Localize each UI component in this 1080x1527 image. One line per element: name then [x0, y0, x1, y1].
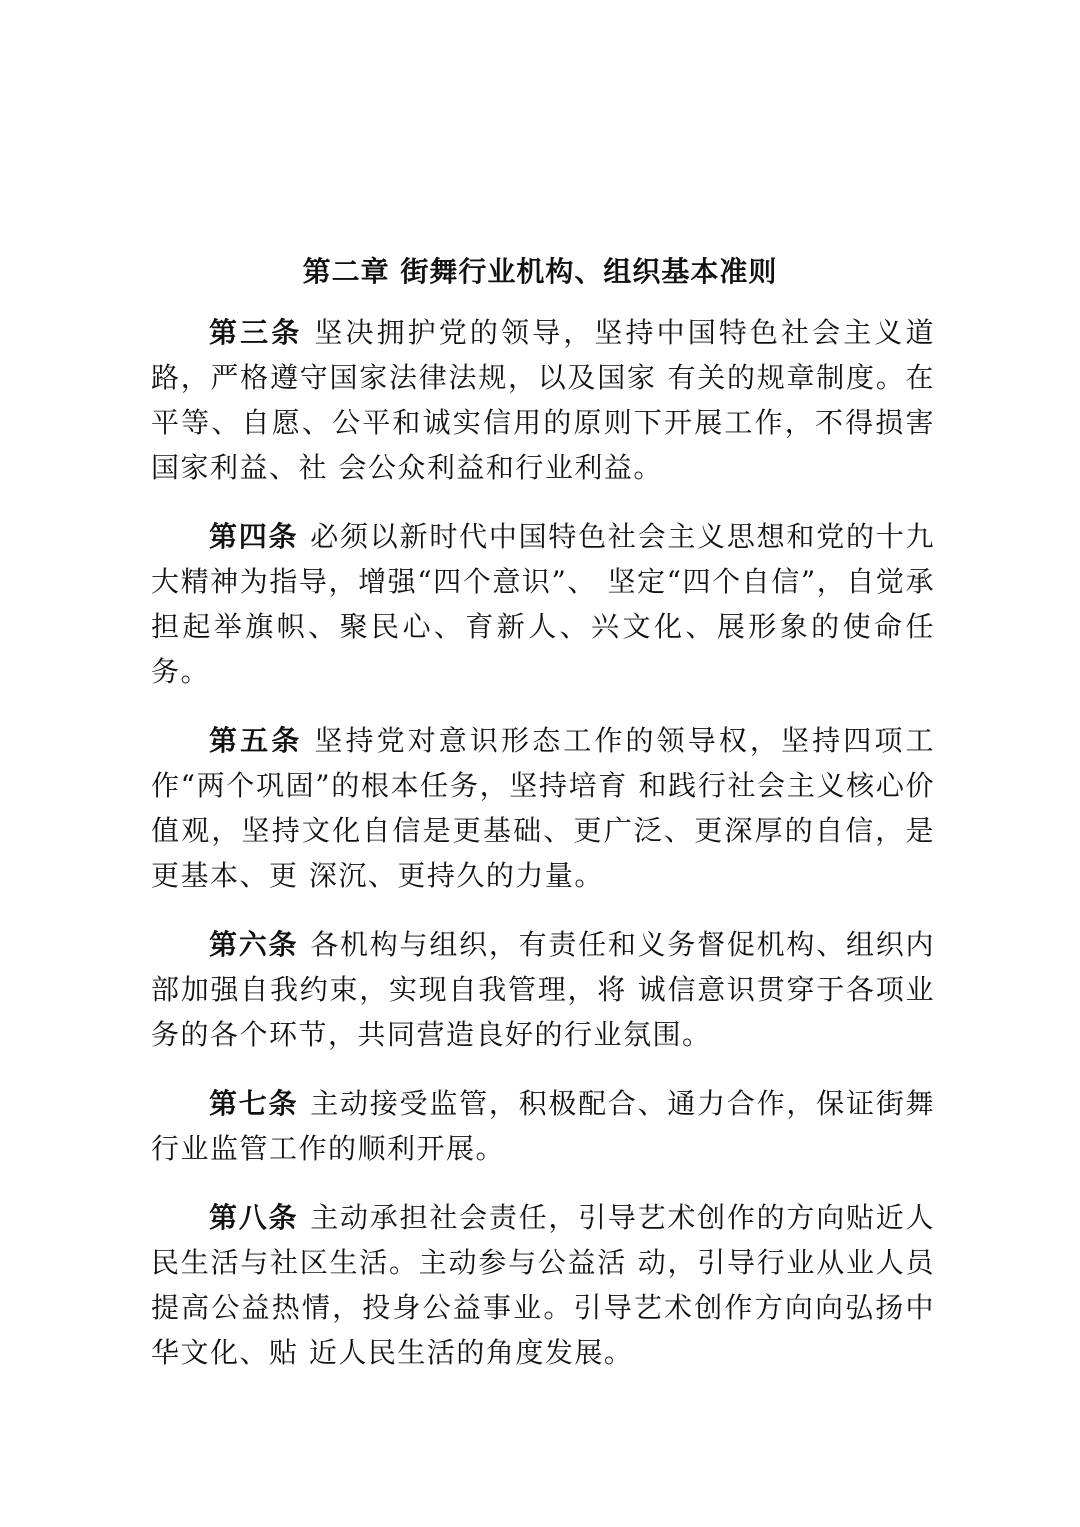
article-label: 第四条 [209, 520, 299, 553]
article-text: 主动承担社会责任，引导艺术创作的方向贴近人民生活与社区生活。主动参与公益活 动，引导行业从业人员提高公益热情，投身公益事业。引导艺术创作方向向弘扬中华文化、贴 近人民生活的角度发展。 [151, 1201, 935, 1369]
article-8 [151, 1195, 935, 1375]
article-6 [151, 922, 935, 1057]
article-7 [151, 1081, 935, 1171]
article-list [151, 310, 935, 1399]
article-3 [151, 310, 935, 490]
article-text: 各机构与组织，有责任和义务督促机构、组织内部加强自我约束，实现自我管理，将 诚信意识贯穿于各项业务的各个环节，共同营造良好的行业氛围。 [151, 928, 935, 1051]
article-4 [151, 514, 935, 694]
article-label: 第七条 [209, 1087, 299, 1120]
chapter-title: 第二章 街舞行业机构、组织基本准则 [302, 255, 778, 288]
article-label: 第六条 [209, 928, 299, 961]
article-label: 第八条 [209, 1201, 299, 1234]
article-text: 主动接受监管，积极配合、通力合作，保证街舞行业监管工作的顺利开展。 [151, 1087, 935, 1165]
article-5 [151, 718, 935, 898]
article-label: 第五条 [209, 724, 303, 757]
article-text: 必须以新时代中国特色社会主义思想和党的十九大精神为指导，增强“四个意识”、 坚定“四个自信”，自觉承担起举旗帜、聚民心、育新人、兴文化、展形象的使命任务。 [151, 520, 935, 688]
article-text: 坚决拥护党的领导，坚持中国特色社会主义道路，严格遵守国家法律法规，以及国家 有关的规章制度。在平等、自愿、公平和诚实信用的原则下开展工作，不得损害国家利益、社 会公众利益和行业利益。 [151, 316, 935, 484]
article-label: 第三条 [209, 316, 303, 349]
article-text: 坚持党对意识形态工作的领导权，坚持四项工作“两个巩固”的根本任务，坚持培育 和践行社会主义核心价值观，坚持文化自信是更基础、更广泛、更深厚的自信，是更基本、更 深沉、更持久的力量。 [151, 724, 935, 892]
